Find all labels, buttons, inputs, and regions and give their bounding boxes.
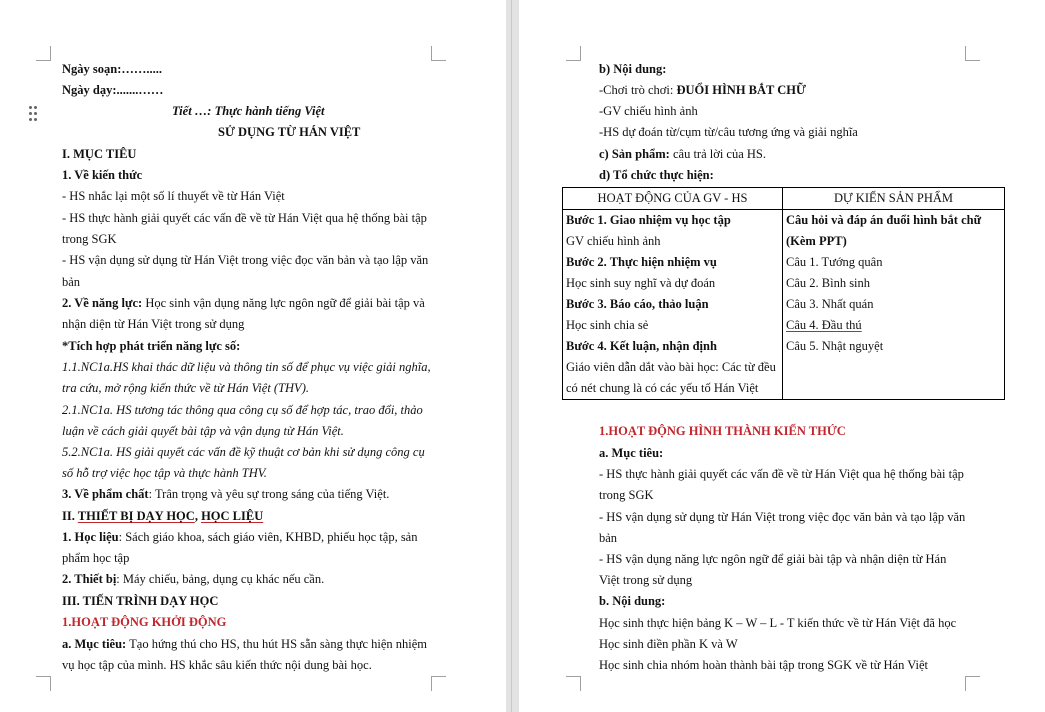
materials-line: 1. Học liệu: Sách giáo khoa, sách giáo viên, KHBD, phiếu học tập, sản (62, 530, 418, 544)
ability-line: 2. Về năng lực: Học sinh vận dụng năng lực ngôn ngữ để giải bài tập và (62, 296, 425, 310)
crop-mark (965, 676, 980, 691)
crop-mark (566, 46, 581, 61)
step-label: Bước 1. Giao nhiệm vụ học tập (566, 213, 731, 227)
product-line: c) Sản phẩm: câu trả lời của HS. (599, 147, 767, 161)
answer-item: Câu 4. Đầu thú (786, 318, 862, 332)
digital-item: 1.1.NC1a.HS khai thác dữ liệu và thông tin số để phục vụ việc giải nghĩa, (62, 360, 431, 374)
table-cell-answers (783, 210, 1005, 400)
step-text: Học sinh suy nghĩ và dự đoán (566, 276, 716, 290)
answers-title: Câu hỏi và đáp án đuổi hình bắt chữ (786, 213, 982, 227)
section-materials: II. THIẾT BỊ DẠY HỌC, HỌC LIỆU (62, 509, 264, 523)
document-page-left (0, 0, 506, 712)
crop-mark (566, 676, 581, 691)
crop-mark (431, 676, 446, 691)
goal-item: - HS thực hành giải quyết các vấn đề về từ Hán Việt qua hệ thống bài tập (599, 467, 964, 481)
digital-item-cont: luận về cách giải quyết bài tập và vận dụng từ Hán Việt. (62, 424, 344, 438)
crop-mark (36, 676, 51, 691)
lesson-title: SỬ DỤNG TỪ HÁN VIỆT (218, 125, 361, 139)
answer-item: Câu 1. Tướng quân (786, 255, 883, 269)
content2-item: Học sinh thực hiện bảng K – W – L - T kiến thức về từ Hán Việt đã học (599, 616, 957, 630)
document-page-right (519, 0, 1045, 712)
drag-handle-icon[interactable] (29, 106, 37, 122)
page-gutter-line (511, 0, 512, 712)
digital-item-cont: tra cứu, mở rộng kiến thức về từ Hán Việt (THV). (62, 381, 309, 395)
table-header-teacher-student: HOẠT ĐỘNG CỦA GV - HS (563, 188, 783, 210)
table-header-expected-product: DỰ KIẾN SẢN PHẨM (783, 188, 1005, 210)
answer-item: Câu 5. Nhật nguyệt (786, 339, 884, 353)
step-text: có nét chung là có các yếu tố Hán Việt (566, 381, 759, 395)
prep-date: Ngày soạn:……..... (62, 62, 163, 76)
knowledge-item: - HS thực hành giải quyết các vấn đề về từ Hán Việt qua hệ thống bài tập (62, 211, 427, 225)
device-line: 2. Thiết bị: Máy chiếu, bảng, dụng cụ khác nếu cần. (62, 572, 325, 586)
digital-item: 2.1.NC1a. HS tương tác thông qua công cụ số để hợp tác, trao đổi, thảo (62, 403, 423, 417)
org-heading: d) Tổ chức thực hiện: (599, 168, 714, 182)
activity-1-heading: 1.HOẠT ĐỘNG KHỞI ĐỘNG (62, 615, 227, 629)
content2-item: Học sinh chia nhóm hoàn thành bài tập trong SGK về từ Hán Việt (599, 658, 928, 672)
page-gutter (506, 0, 519, 712)
goal-heading: a. Mục tiêu: (599, 446, 664, 460)
game-line: -Chơi trò chơi: ĐUỔI HÌNH BẮT CHỮ (599, 83, 806, 97)
goal-item-cont: bản (599, 531, 618, 545)
content-item: -GV chiếu hình ảnh (599, 104, 698, 118)
digital-heading: *Tích hợp phát triển năng lực số: (62, 339, 241, 353)
section-objectives: I. MỤC TIÊU (62, 147, 137, 161)
step-label: Bước 4. Kết luận, nhận định (566, 339, 717, 353)
activity-2-heading: 1.HOẠT ĐỘNG HÌNH THÀNH KIẾN THỨC (599, 424, 846, 438)
knowledge-item-cont: bản (62, 275, 81, 289)
lesson-period: Tiết …: Thực hành tiếng Việt (172, 104, 325, 118)
content2-heading: b. Nội dung: (599, 594, 666, 608)
step-label: Bước 3. Báo cáo, thảo luận (566, 297, 709, 311)
goal-item-cont: Việt trong sử dụng (599, 573, 693, 587)
heading-knowledge: 1. Về kiến thức (62, 168, 143, 182)
goal-line: a. Mục tiêu: Tạo hứng thú cho HS, thu hút HS sẵn sàng thực hiện nhiệm (62, 637, 428, 651)
content-heading: b) Nội dung: (599, 62, 667, 76)
crop-mark (36, 46, 51, 61)
table-header-row (563, 188, 1005, 210)
step-text: Học sinh chia sẻ (566, 318, 649, 332)
quality-line: 3. Về phẩm chất: Trân trọng và yêu sự trong sáng của tiếng Việt. (62, 487, 390, 501)
digital-item: 5.2.NC1a. HS giải quyết các vấn đề kỹ thuật cơ bản khi sử dụng công cụ (62, 445, 425, 459)
materials-line-cont: phẩm học tập (62, 551, 130, 565)
goal-line-cont: vụ học tập của mình. HS khắc sâu kiến thức nội dung bài học. (62, 658, 372, 672)
knowledge-item: - HS nhắc lại một số lí thuyết về từ Hán Việt (62, 189, 285, 203)
activity-table (562, 187, 1005, 400)
step-label: Bước 2. Thực hiện nhiệm vụ (566, 255, 717, 269)
table-cell-steps (563, 210, 783, 400)
crop-mark (431, 46, 446, 61)
knowledge-item: - HS vận dụng sử dụng từ Hán Việt trong việc đọc văn bản và tạo lập văn (62, 253, 429, 267)
answers-note: (Kèm PPT) (786, 234, 847, 248)
step-text: GV chiếu hình ảnh (566, 234, 661, 248)
goal-item-cont: trong SGK (599, 488, 654, 502)
ability-line-cont: nhận diện từ Hán Việt trong sử dụng (62, 317, 245, 331)
crop-mark (965, 46, 980, 61)
goal-item: - HS vận dụng năng lực ngôn ngữ để giải bài tập và nhận diện từ Hán (599, 552, 947, 566)
digital-item-cont: số hỗ trợ việc học tập và thực hành THV. (62, 466, 267, 480)
section-process: III. TIẾN TRÌNH DẠY HỌC (62, 594, 219, 608)
knowledge-item-cont: trong SGK (62, 232, 117, 246)
step-text: Giáo viên dẫn dắt vào bài học: Các từ đều (566, 360, 776, 374)
goal-item: - HS vận dụng sử dụng từ Hán Việt trong việc đọc văn bản và tạo lập văn (599, 510, 966, 524)
answer-item: Câu 2. Bình sinh (786, 276, 871, 290)
content2-item: Học sinh điền phần K và W (599, 637, 738, 651)
teach-date: Ngày dạy:.......…… (62, 83, 164, 97)
table-row (563, 210, 1005, 400)
content-item: -HS dự đoán từ/cụm từ/câu tương ứng và giải nghĩa (599, 125, 858, 139)
answer-item: Câu 3. Nhất quán (786, 297, 874, 311)
